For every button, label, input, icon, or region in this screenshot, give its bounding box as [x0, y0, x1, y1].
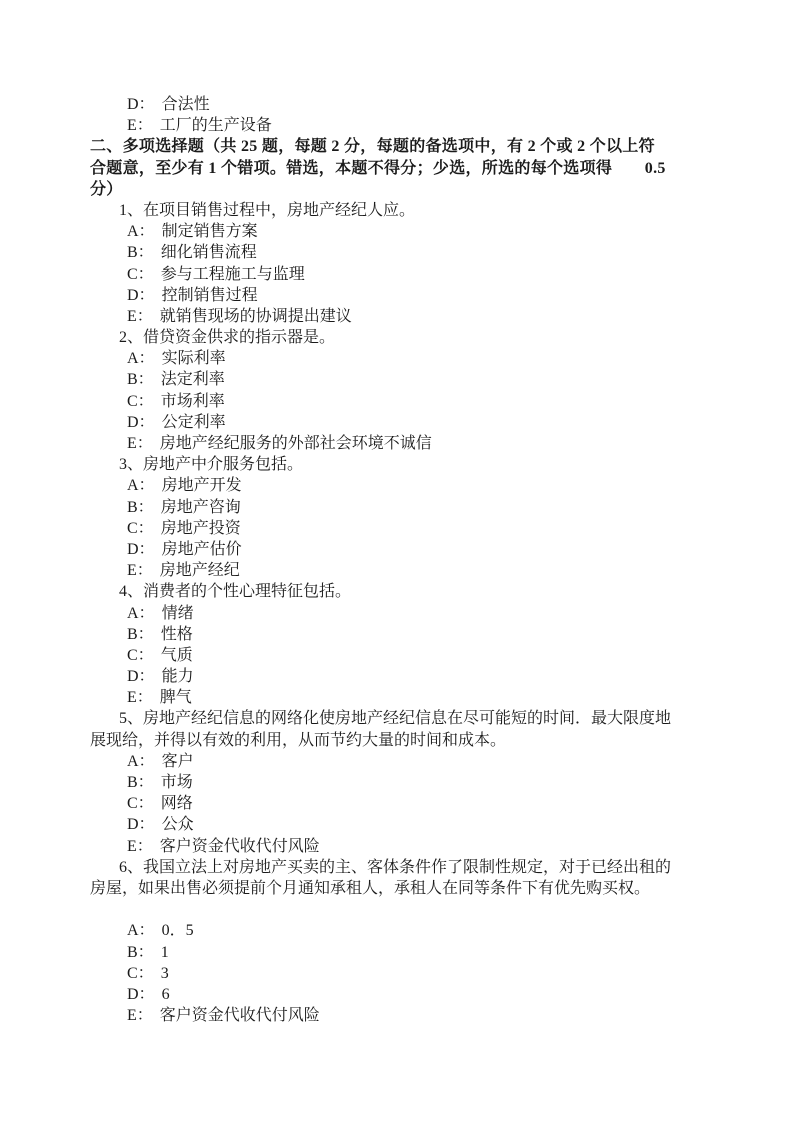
option-line	[90, 920, 730, 941]
option-line	[90, 603, 730, 624]
option-line	[90, 94, 730, 115]
section-header-line: 分）	[90, 180, 123, 198]
option-line	[90, 539, 730, 560]
option-label: D：	[127, 540, 155, 558]
option-text: 客户	[161, 752, 194, 770]
option-text: 情绪	[161, 604, 194, 622]
option-text: 市场利率	[160, 392, 225, 410]
option-line	[90, 433, 730, 454]
option-text: 参与工程施工与监理	[160, 265, 305, 283]
option-line	[90, 666, 730, 687]
option-line	[90, 793, 730, 814]
option-line	[90, 221, 730, 242]
option-line	[90, 624, 730, 645]
option-line	[90, 391, 730, 412]
option-text: 6	[161, 985, 170, 1003]
option-line	[90, 560, 730, 581]
option-text: 网络	[160, 795, 193, 813]
option-label: A：	[127, 752, 155, 770]
option-text: 细化销售流程	[160, 244, 257, 262]
option-text: 公众	[161, 816, 194, 834]
option-label: C：	[127, 795, 154, 813]
question-wrap-line: 展现给，并得以有效的利用，从而节约大量的时间和成本。	[90, 731, 507, 749]
question-line: 2、借贷资金供求的指示器是。	[119, 329, 336, 347]
option-label: C：	[127, 519, 154, 537]
option-line	[90, 942, 730, 963]
option-text: 房地产经纪服务的外部社会环境不诚信	[159, 435, 432, 452]
option-line	[90, 497, 730, 518]
option-label: D：	[127, 286, 155, 304]
section-header-line: 合题意，至少有 1 个错项。错选，本题不得分；少选，所选的每个选项得 0.5	[90, 159, 666, 177]
option-line	[90, 772, 730, 793]
option-text: 3	[160, 964, 169, 982]
option-label: C：	[127, 646, 154, 664]
option-text: 客户资金代收代付风险	[159, 837, 320, 855]
option-text: 性格	[160, 625, 193, 643]
option-text: 房地产咨询	[160, 498, 241, 516]
option-line	[90, 264, 730, 285]
option-text: 房地产经纪	[159, 562, 240, 580]
option-label: E：	[127, 1007, 153, 1025]
option-line	[90, 687, 730, 708]
option-label: A：	[127, 922, 155, 940]
option-text: 房地产估价	[161, 540, 242, 558]
option-line	[90, 285, 730, 306]
option-label: E：	[127, 837, 153, 855]
option-text: 1	[160, 943, 169, 961]
blank-line	[90, 899, 730, 920]
option-text: 能力	[161, 668, 194, 686]
option-text: 公定利率	[161, 413, 226, 431]
question-wrap-line: 房屋，如果出售必须提前个月通知承租人，承租人在同等条件下有优先购买权。	[90, 879, 651, 897]
option-text: 市场	[160, 774, 193, 791]
option-label: E：	[127, 117, 153, 135]
option-text: 就销售现场的协调提出建议	[159, 307, 352, 325]
option-label: A：	[127, 350, 155, 368]
option-label: B：	[127, 943, 154, 961]
option-line	[90, 348, 730, 369]
option-label: B：	[127, 244, 154, 262]
option-line	[90, 836, 730, 857]
option-label: A：	[127, 604, 155, 622]
option-label: C：	[127, 265, 154, 283]
option-label: C：	[127, 964, 154, 982]
option-text: 房地产投资	[160, 519, 241, 537]
option-text: 法定利率	[160, 371, 225, 389]
option-line	[90, 369, 730, 390]
question-line: 4、消费者的个性心理特征包括。	[119, 583, 352, 601]
option-line	[90, 242, 730, 263]
option-label: A：	[127, 477, 155, 495]
option-line	[90, 115, 730, 136]
option-line	[90, 306, 730, 327]
option-line	[90, 518, 730, 539]
option-label: E：	[127, 435, 153, 452]
option-line	[90, 984, 730, 1005]
question-line: 5、房地产经纪信息的网络化使房地产经纪信息在尽可能短的时间．最大限度地	[119, 710, 672, 728]
question-line: 1、在项目销售过程中，房地产经纪人应。	[119, 201, 416, 219]
option-line	[90, 412, 730, 433]
section-header-line: 二、多项选择题（共 25 题，每题 2 分，每题的备选项中，有 2 个或 2 个以上符	[90, 138, 655, 156]
exam-content	[90, 94, 730, 1026]
option-text: 合法性	[161, 96, 210, 113]
option-label: B：	[127, 498, 154, 516]
option-text: 脾气	[159, 689, 192, 707]
option-text: 气质	[160, 646, 193, 664]
option-label: D：	[127, 96, 155, 113]
option-label: A：	[127, 223, 155, 241]
option-line	[90, 645, 730, 666]
option-text: 工厂的生产设备	[159, 117, 272, 135]
option-label: D：	[127, 413, 155, 431]
option-label: C：	[127, 392, 154, 410]
option-text: 房地产开发	[161, 477, 242, 495]
option-line	[90, 814, 730, 835]
option-label: D：	[127, 985, 155, 1003]
option-label: E：	[127, 562, 153, 580]
option-label: B：	[127, 774, 154, 791]
option-label: D：	[127, 668, 155, 686]
option-line	[90, 475, 730, 496]
option-label: B：	[127, 371, 154, 389]
option-text: 制定销售方案	[161, 223, 258, 241]
question-line: 3、房地产中介服务包括。	[119, 456, 304, 474]
option-text: 控制销售过程	[161, 286, 258, 304]
option-label: D：	[127, 816, 155, 834]
option-line	[90, 1005, 730, 1026]
option-text: 客户资金代收代付风险	[159, 1007, 320, 1025]
option-label: E：	[127, 307, 153, 325]
question-line: 6、我国立法上对房地产买卖的主、客体条件作了限制性规定，对于已经出租的	[119, 858, 672, 876]
option-text: 实际利率	[161, 350, 226, 368]
option-label: E：	[127, 689, 153, 707]
option-line	[90, 751, 730, 772]
option-text: 0．5	[161, 922, 194, 940]
option-label: B：	[127, 625, 154, 643]
option-line	[90, 963, 730, 984]
